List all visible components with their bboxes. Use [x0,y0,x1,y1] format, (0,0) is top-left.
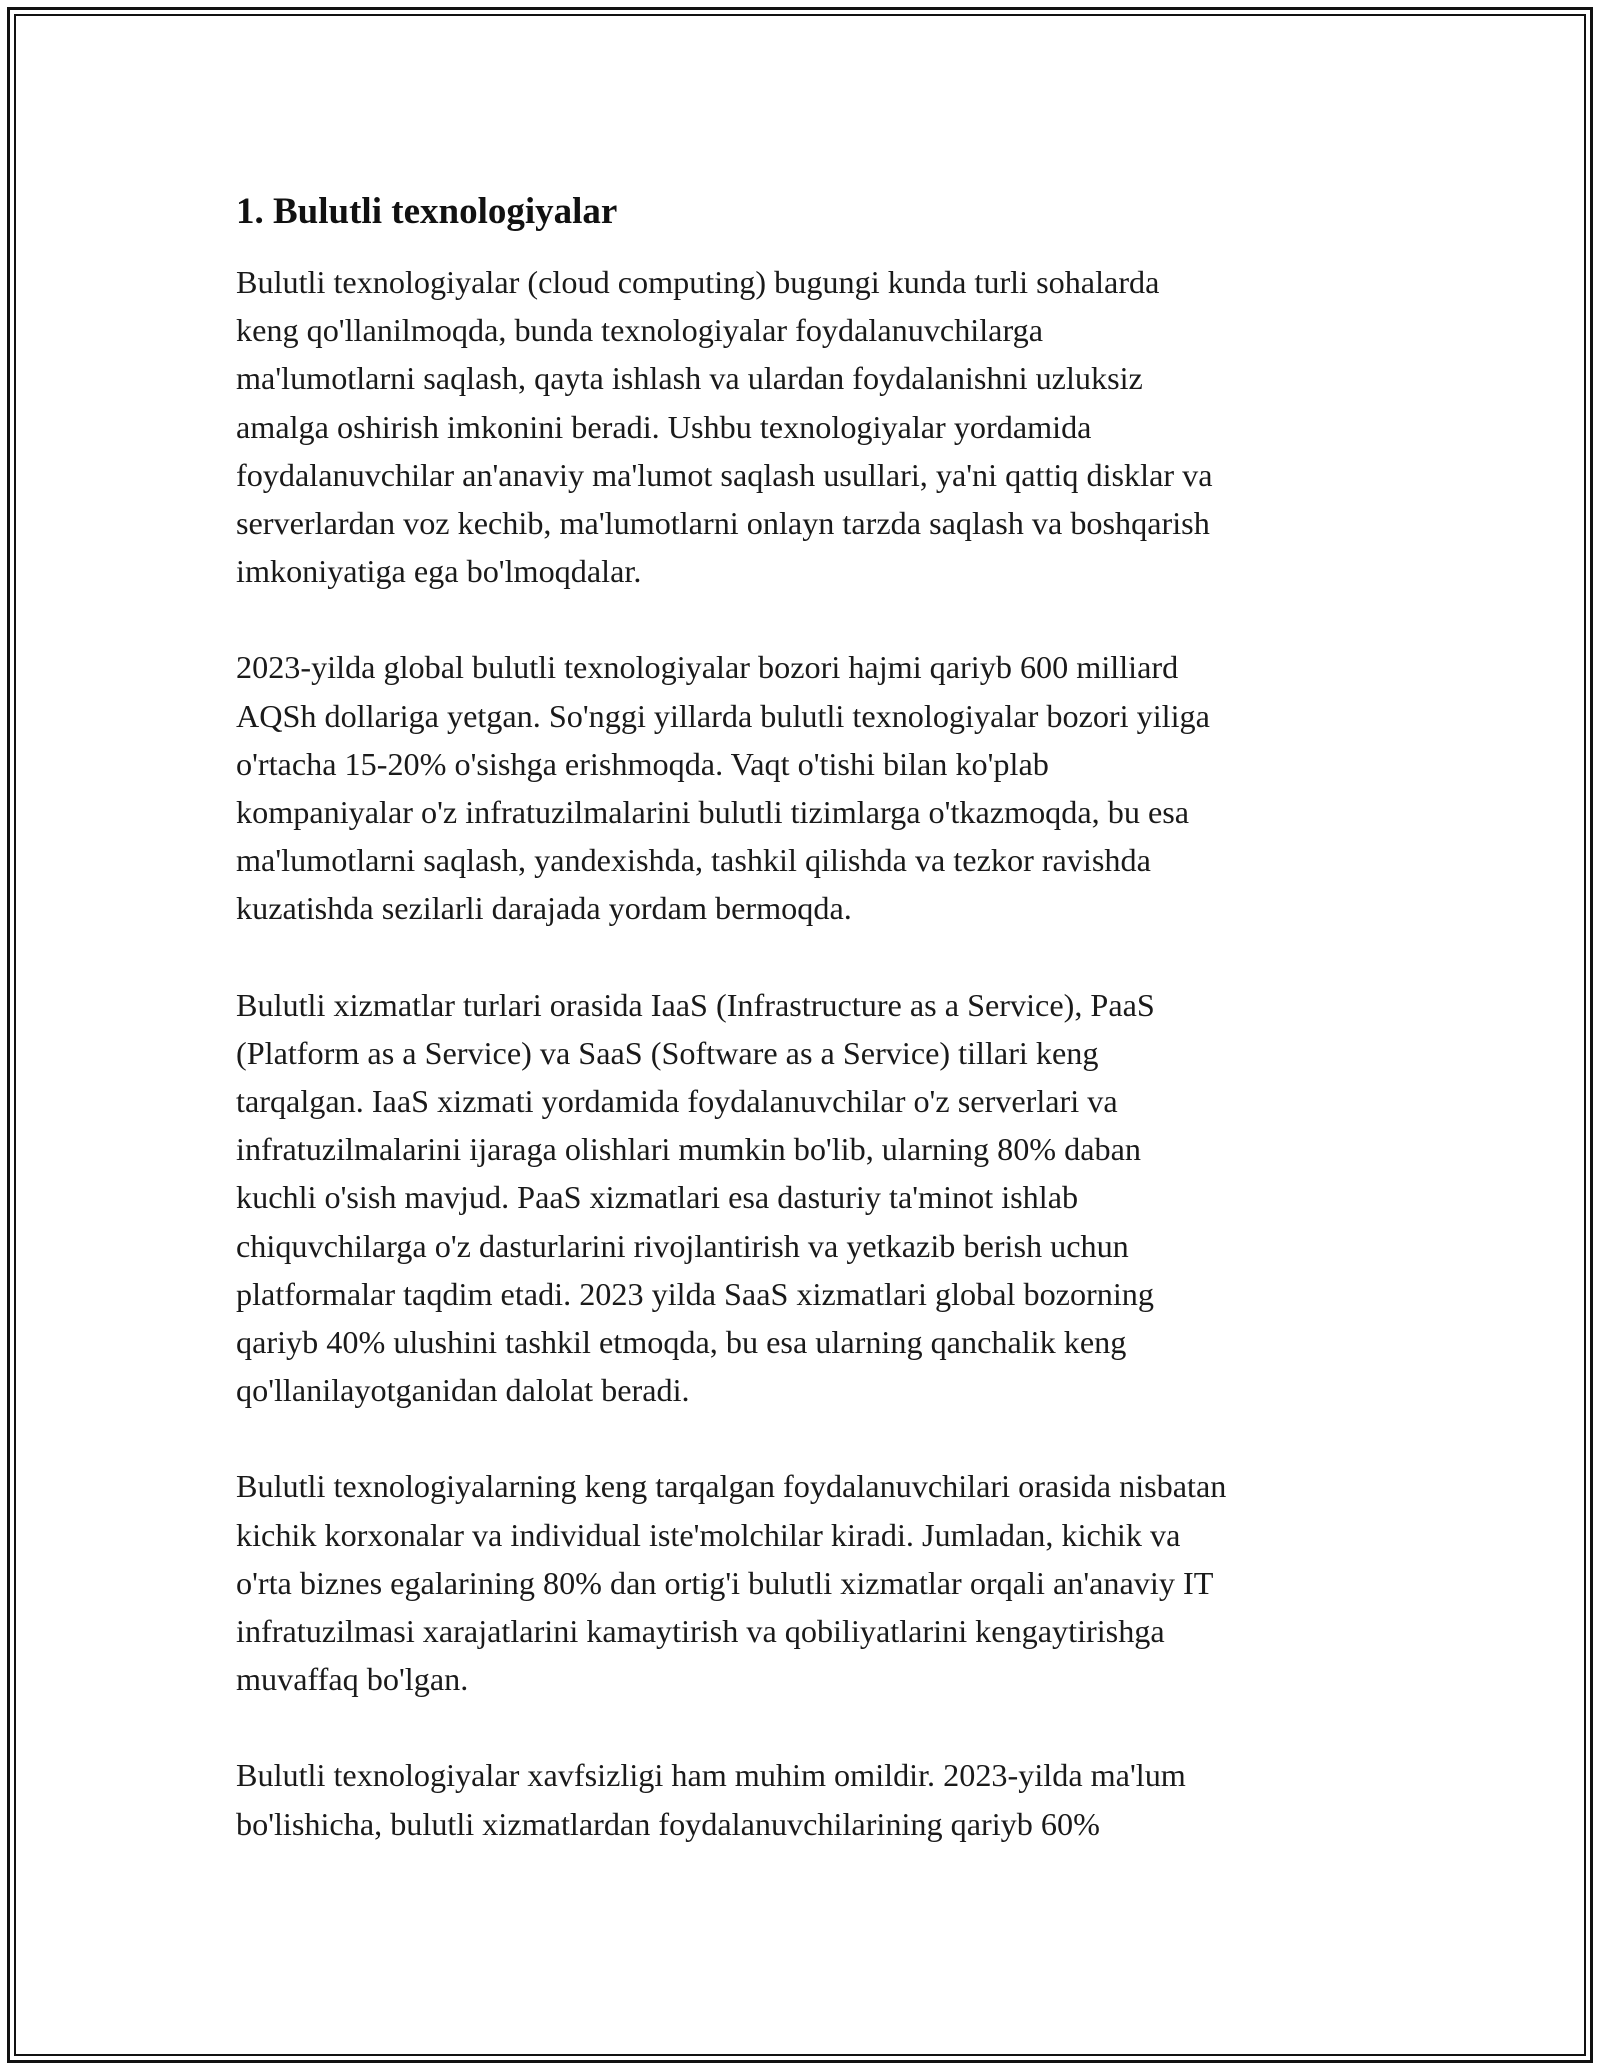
section-title: 1. Bulutli texnologiyalar [236,191,618,232]
text-line: ma'lumotlarni saqlash, qayta ishlash va ulardan foydalanishni uzluksiz [236,360,1143,397]
text-line: qo'llanilayotganidan dalolat beradi. [236,1372,690,1409]
text-line: ma'lumotlarni saqlash, yandexishda, tashkil qilishda va tezkor ravishda [236,842,1151,879]
text-line: qariyb 40% ulushini tashkil etmoqda, bu esa ularning qanchalik keng [236,1324,1127,1361]
document-body [236,188,1376,1896]
paragraph-service-types [236,981,1376,1415]
text-line: bo'lishicha, bulutli xizmatlardan foydalanuvchilarining qariyb 60% [236,1805,1100,1842]
paragraph-users [236,1462,1376,1703]
paragraph-cloud-intro [236,258,1376,595]
text-line: chiquvchilarga o'z dasturlarini rivojlantirish va yetkazib berish uchun [236,1227,1129,1264]
text-line: infratuzilmalarini ijaraga olishlari mumkin bo'lib, ularning 80% daban [236,1131,1142,1168]
text-line: Bulutli texnologiyalar (cloud computing) bugungi kunda turli sohalarda [236,264,1160,300]
paragraph-market-size [236,643,1376,932]
text-line: infratuzilmasi xarajatlarini kamaytirish va qobiliyatlarini kengaytirishga [236,1613,1165,1650]
text-line: AQSh dollariga yetgan. So'nggi yillarda bulutli texnologiyalar bozori yiliga [236,697,1210,734]
text-line: foydalanuvchilar an'anaviy ma'lumot saqlash usullari, ya'ni qattiq disklar va [236,456,1213,493]
text-line: amalga oshirish imkonini beradi. Ushbu texnologiyalar yordamida [236,408,1092,445]
text-line: (Platform as a Service) va SaaS (Software as a Service) tillari keng [236,1034,1099,1071]
text-line: platformalar taqdim etadi. 2023 yilda SaaS xizmatlari global bozorning [236,1275,1154,1312]
text-line: Bulutli xizmatlar turlari orasida IaaS (Infrastructure as a Service), PaaS [236,986,1155,1023]
text-line: kuzatishda sezilarli darajada yordam bermoqda. [236,890,852,927]
text-line: Bulutli texnologiyalarning keng tarqalgan foydalanuvchilari orasida nisbatan [236,1468,1227,1505]
text-line: 2023-yilda global bulutli texnologiyalar bozori hajmi qariyb 600 milliard [236,649,1179,686]
text-line: o'rta biznes egalarining 80% dan ortig'i bulutli xizmatlar orqali an'anaviy IT [236,1564,1214,1601]
text-line: kompaniyalar o'z infratuzilmalarini bulutli tizimlarga o'tkazmoqda, bu esa [236,794,1190,831]
text-line: muvaffaq bo'lgan. [236,1661,469,1698]
text-line: tarqalgan. IaaS xizmati yordamida foydalanuvchilar o'z serverlari va [236,1083,1118,1120]
text-line: serverlardan voz kechib, ma'lumotlarni onlayn tarzda saqlash va boshqarish [236,505,1210,542]
text-line: keng qo'llanilmoqda, bunda texnologiyalar foydalanuvchilarga [236,312,1043,349]
text-line: Bulutli texnologiyalar xavfsizligi ham muhim omildir. 2023-yilda ma'lum [236,1757,1186,1794]
text-line: o'rtacha 15-20% o'sishga erishmoqda. Vaqt o'tishi bilan ko'plab [236,745,1049,782]
text-line: imkoniyatiga ega bo'lmoqdalar. [236,553,642,590]
text-line: kichik korxonalar va individual iste'molchilar kiradi. Jumladan, kichik va [236,1516,1181,1553]
text-line: kuchli o'sish mavjud. PaaS xizmatlari esa dasturiy ta'minot ishlab [236,1179,1079,1216]
paragraph-security [236,1751,1376,1847]
